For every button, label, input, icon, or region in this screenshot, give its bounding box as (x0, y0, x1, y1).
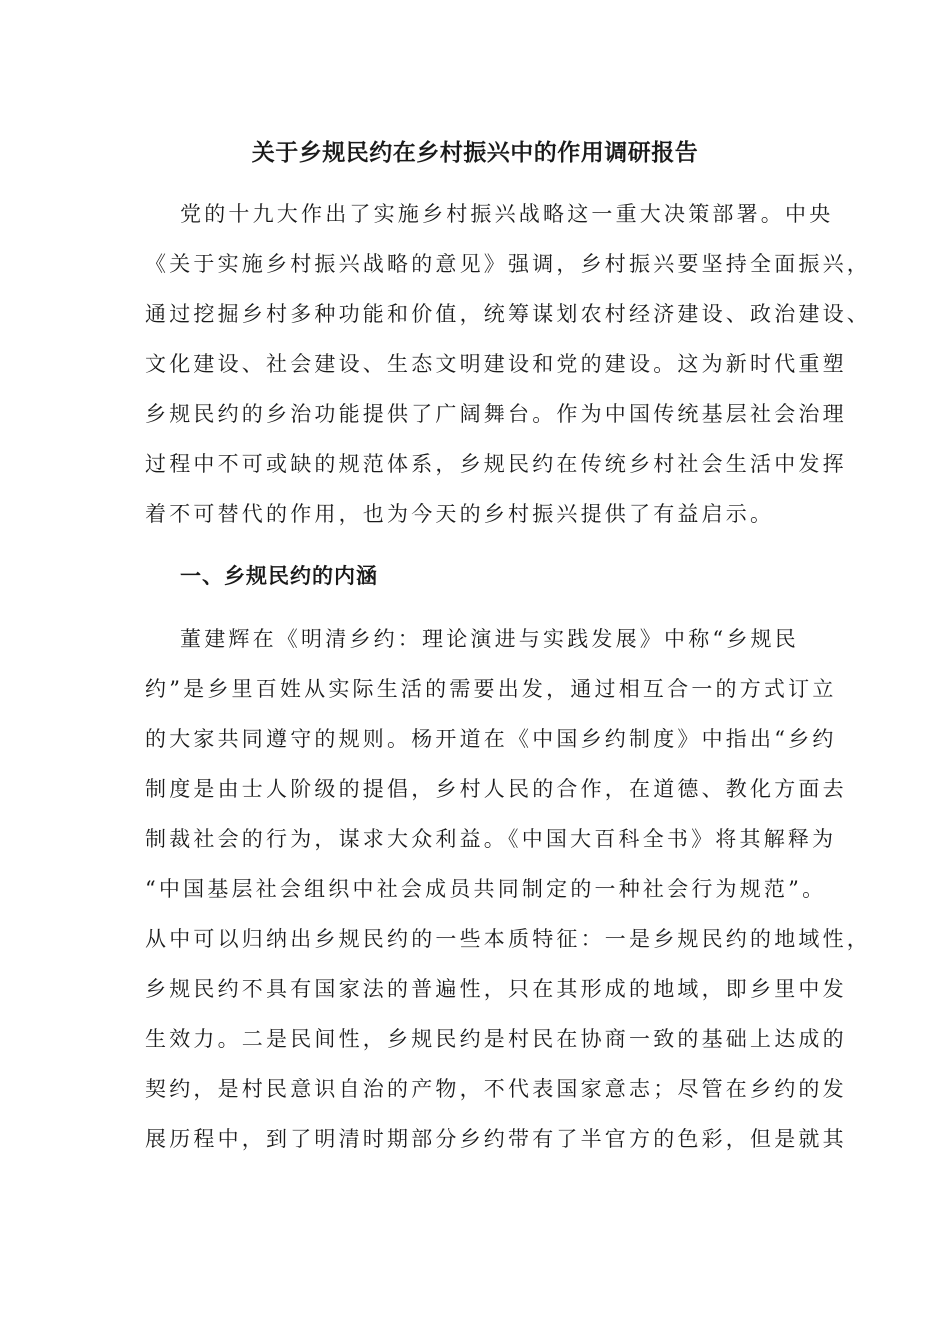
text-line: 通过挖掘乡村多种功能和价值，统筹谋划农村经济建设、政治建设、 (145, 302, 871, 326)
text-line: 乡规民约不具有国家法的普遍性，只在其形成的地域，即乡里中发 (145, 977, 847, 1001)
text-line: 《关于实施乡村振兴战略的意见》强调，乡村振兴要坚持全面振兴， (145, 252, 871, 276)
text-line: 的大家共同遵守的规则。杨开道在《中国乡约制度》中指出“乡约 (145, 727, 837, 751)
text-line: 党的十九大作出了实施乡村振兴战略这一重大决策部署。中央 (180, 202, 834, 226)
text-line: 乡规民约的乡治功能提供了广阔舞台。作为中国传统基层社会治理 (145, 402, 847, 426)
text-line: 董建辉在《明清乡约：理论演进与实践发展》中称“乡规民 (180, 627, 799, 651)
text-line: 制裁社会的行为，谋求大众利益。《中国大百科全书》将其解释为 (145, 827, 837, 851)
section-heading: 一、乡规民约的内涵 (180, 563, 378, 588)
text-line: 文化建设、社会建设、生态文明建设和党的建设。这为新时代重塑 (145, 352, 847, 376)
text-line: 过程中不可或缺的规范体系，乡规民约在传统乡村社会生活中发挥 (145, 452, 847, 476)
text-line: 契约，是村民意识自治的产物，不代表国家意志；尽管在乡约的发 (145, 1077, 847, 1101)
text-line: 约”是乡里百姓从实际生活的需要出发，通过相互合一的方式订立 (145, 677, 837, 701)
text-line: 着不可替代的作用，也为今天的乡村振兴提供了有益启示。 (145, 502, 775, 526)
text-line: 生效力。二是民间性，乡规民约是村民在协商一致的基础上达成的 (145, 1027, 847, 1051)
document-title: 关于乡规民约在乡村振兴中的作用调研报告 (251, 139, 699, 166)
text-line: 展历程中，到了明清时期部分乡约带有了半官方的色彩，但是就其 (145, 1127, 847, 1151)
text-line: 从中可以归纳出乡规民约的一些本质特征：一是乡规民约的地域性， (145, 927, 871, 951)
text-line: “中国基层社会组织中社会成员共同制定的一种社会行为规范”。 (145, 877, 827, 901)
text-line: 制度是由士人阶级的提倡，乡村人民的合作，在道德、教化方面去 (145, 777, 847, 801)
